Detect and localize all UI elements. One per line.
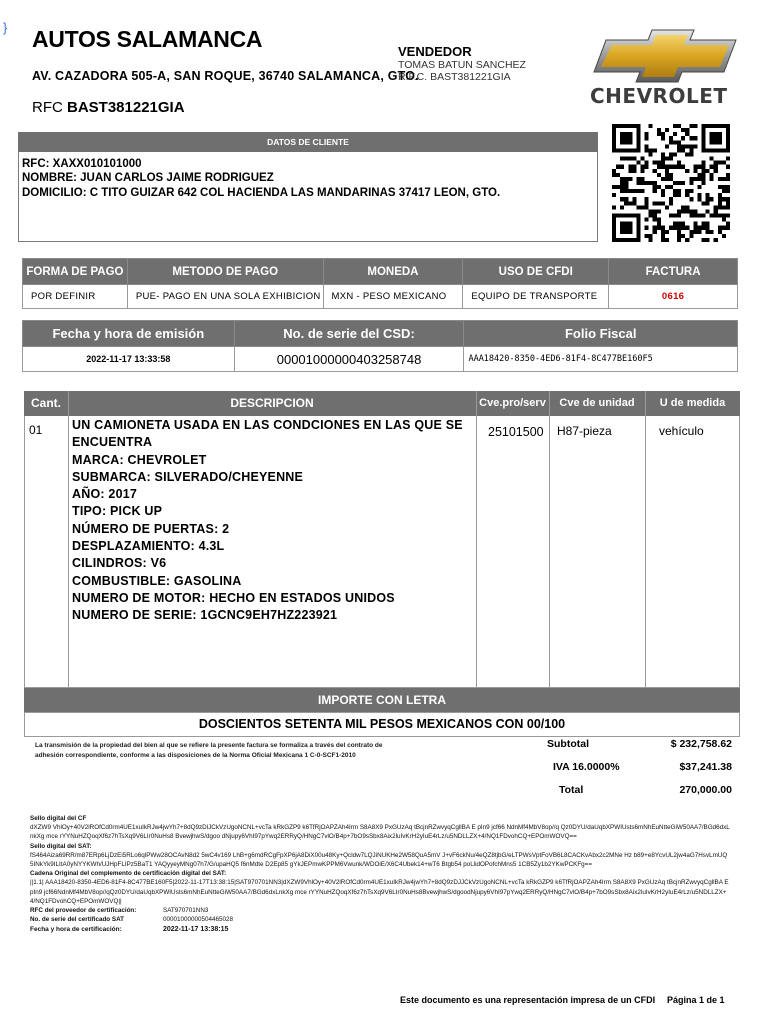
- cert-date-row: [30, 925, 730, 934]
- cert-date-label: Fecha y hora de certificación:: [30, 926, 122, 934]
- brace-mark: }: [3, 20, 8, 35]
- iva-label: IVA 16.0000%: [553, 761, 620, 773]
- page-number: Página 1 de 1: [667, 995, 725, 1005]
- description-line: DESPLAZAMIENTO: 4.3L: [72, 539, 225, 554]
- subtotal-label: Subtotal: [547, 738, 589, 750]
- total-value: 270,000.00: [679, 784, 732, 796]
- emission-date: 2022-11-17 13:33:58: [23, 347, 235, 372]
- company-name: AUTOS SALAMANCA: [32, 26, 263, 52]
- chain-label: Cadena Original del complemento de certificación digital del SAT:: [30, 870, 227, 878]
- items-header-umed: U de medida: [659, 397, 726, 409]
- vendor-rfc: R.F.C. BAST381221GIA: [398, 71, 511, 83]
- payment-header: FORMA DE PAGO: [23, 259, 128, 285]
- chain-text: ||1.1| AAA18420-8350-4ED6-81F4-8C477BE160F5|2022-11-17T13:38:15|SAT970701NN3|dXZW9VhlOy+40V2lROfCd0rm4UE1xuIkRJw4jwYh7+8dQ9zDJJCkVzUgoNCNL+vcTa kRkGZP9 k6TfRjOAPZAh4Irm S8A8X9 PxGUzAq tBcjnRZwvyqCgllBA E pIn9 jcf66NdnMf4MbV8op//qQz0DYU/daUqbXPWIUsts6mNhEuNtteGiW50AA7/BGd6dxLnkXg mce rYYNuHZQoqXf6z7hTsXq9V6LIr0NuHs8BvewjhwS/dgoodNjupy6VhI97pYwq2ERRyQ/HNgC7vlO/B4p+7bO9sSbx8Aix2luIvKrH2yIuE4rLz/u5NDLLZX+4/NQ1FDvohCQ+EPOmWOVQ||: [30, 879, 729, 905]
- description-line: CILINDROS: V6: [72, 556, 167, 571]
- csd-serial: 00001000000403258748: [234, 347, 464, 372]
- payment-value: PUE- PAGO EN UNA SOLA EXHIBICION: [127, 285, 323, 309]
- cert-serial-value: 00001000000504465028: [163, 916, 234, 924]
- column-divider: [68, 391, 69, 688]
- payment-table: [22, 258, 738, 309]
- company-rfc-label: RFC: [32, 99, 63, 116]
- importe-header: IMPORTE CON LETRA: [24, 688, 740, 712]
- items-header-desc: DESCRIPCION: [230, 396, 314, 410]
- item-cve-prod: 25101500: [488, 425, 544, 439]
- items-header-cveprod: Cve.pro/serv: [479, 397, 546, 409]
- payment-header: MONEDA: [323, 259, 463, 285]
- client-header: DATOS DE CLIENTE: [18, 132, 598, 152]
- qr-code: [612, 123, 730, 243]
- logo-wordmark: CHEVROLET: [590, 84, 728, 108]
- client-rfc: RFC: XAXX010101000: [22, 158, 142, 170]
- provider-rfc-value: SAT970701NN3: [163, 907, 209, 915]
- payment-value: POR DEFINIR: [23, 285, 128, 309]
- items-header-qty: Cant.: [31, 396, 61, 410]
- total-label: Total: [559, 784, 584, 796]
- description-line: MARCA: CHEVROLET: [72, 452, 207, 467]
- emission-header: Fecha y hora de emisión: [23, 321, 235, 347]
- cert-date-value: 2022-11-17 13:38:15: [163, 926, 229, 934]
- description-line: UN CAMIONETA USADA EN LAS CONDCIONES EN LAS QUE SE: [72, 418, 463, 432]
- description-line: COMBUSTIBLE: GASOLINA: [72, 573, 242, 588]
- company-rfc: [32, 99, 185, 116]
- item-qty: 01: [29, 423, 43, 437]
- invoice-number: 0616: [609, 285, 738, 309]
- description-line: AÑO: 2017: [72, 487, 138, 502]
- folio-fiscal: AAA18420-8350-4ED6-81F4-8C477BE160F5: [464, 347, 738, 372]
- subtotal-value: $ 232,758.62: [670, 738, 732, 750]
- description-line: NÚMERO DE PUERTAS: 2: [72, 521, 230, 536]
- cfd-seal-text: dXZW9 VhlOy+40V2lROfCd0rm4UE1xuIkRJw4jwYh7+8dQ9zDlJCkVzUgoNCNL+vcTa kRkGZP9 k6TfRjOAPZAh4Irm S8A8X9 PxGUzAq tBcjnRZwvyqCgllBA E pIn9 jcf66 NdnMf4MbV8op//q Qz0DYU/daUqbXPWIUsts6mNhEuNtteGiW50AA7/BGd6dxLnkXg mce rYYNuHZQoqXf6z7hTsXq9V6LIr0NuHs8 BvewjhwS/dgoo dNjupy6VhI97pYwq2ERRyQ/HNgC7vlO/B4p+7bO9sSbx8Aix2luIvKrH2yIuE4rLz/u5NDLLZX+4/NQ1FDvohCQ+EPOmWOVQ==: [30, 824, 730, 841]
- footer-disclaimer: Este documento es una representación impresa de un CFDI: [400, 995, 656, 1005]
- emission-header: No. de serie del CSD:: [234, 321, 464, 347]
- chevrolet-logo: [586, 26, 758, 110]
- item-unit-measure: vehículo: [659, 424, 704, 438]
- payment-header: METODO DE PAGO: [127, 259, 323, 285]
- client-name: NOMBRE: JUAN CARLOS JAIME RODRIGUEZ: [22, 172, 274, 184]
- cert-serial-row: [30, 915, 730, 924]
- iva-value: $37,241.38: [679, 761, 732, 773]
- vendor-name: TOMAS BATUN SANCHEZ: [398, 59, 526, 71]
- payment-value: MXN - PESO MEXICANO: [323, 285, 463, 309]
- vendor-title: VENDEDOR: [398, 44, 472, 59]
- description-line: SUBMARCA: SILVERADO/CHEYENNE: [72, 469, 304, 484]
- description-line: ENCUENTRA: [72, 435, 153, 450]
- payment-header: USO DE CFDI: [463, 259, 609, 285]
- emission-header: Folio Fiscal: [464, 321, 738, 347]
- legal-notice: La transmisión de la propiedad del bien al que se refiere la presente factura se formaliza a través del contrato de adhesión correspondiente, conforme a las disposiciones de la Norma Oficial Mexicana 1 C-0-SCF1-2010: [35, 742, 383, 759]
- sat-seal-text: fS464Aiza69RR/m87ERp6LjDzEi5RLo6qlPWw28OCAvN8d2 5wC4v169 LhB+g6mdRCgFpXP6jA8DiX00u48Ky+Qcldw7LQJiNUKHe2W58QuA5mV J+vF6ckNu/4eQZ8tjbG/eLTPWsVptFoVB6L8CACKvAbx2c2MNe Hz b89+e8YcvUL2jw4aG7HsvLmUQ5INkYk9ILItA0yNYYKWh/UJHpFLIPz5BaT1 YAQyyeyMNg07h7/G/upaHQ5 f6nMdte D2Ep85 gYkJEPmwKPPM6Vwunk/WDOiE/X6C4Ubek14+wT6 Btgb54 poLlidOPofchMns5 1CB5Zy1b2YKwPCKFg==: [30, 851, 728, 869]
- description-line: TIPO: PICK UP: [72, 504, 163, 519]
- sat-seal-label: Sello digital del SAT:: [30, 842, 92, 850]
- cert-serial-label: No. de serie del certificado SAT: [30, 916, 125, 924]
- payment-header: FACTURA: [609, 259, 738, 285]
- client-address: DOMICILIO: C TITO GUIZAR 642 COL HACIENDA LAS MANDARINAS 37417 LEON, GTO.: [22, 187, 501, 199]
- provider-rfc-row: [30, 906, 730, 915]
- column-divider: [549, 391, 550, 688]
- description-line: NUMERO DE SERIE: 1GCNC9EH7HZ223921: [72, 608, 338, 623]
- payment-value: EQUIPO DE TRANSPORTE: [463, 285, 609, 309]
- item-description: [72, 417, 472, 625]
- description-line: NUMERO DE MOTOR: HECHO EN ESTADOS UNIDOS: [72, 590, 395, 605]
- column-divider: [645, 391, 646, 688]
- item-cve-unit: H87-pieza: [557, 424, 612, 438]
- cfd-seal-label: Sello digital del CF: [30, 815, 87, 822]
- importe-text: DOSCIENTOS SETENTA MIL PESOS MEXICANOS CON 00/100: [24, 712, 740, 737]
- company-rfc-value: BAST381221GIA: [67, 99, 185, 116]
- company-address: AV. CAZADORA 505-A, SAN ROQUE, 36740 SALAMANCA, GTO.: [32, 69, 419, 83]
- digital-seals: [30, 814, 730, 935]
- emission-table: [22, 320, 738, 372]
- column-divider: [476, 391, 477, 688]
- items-header-cveunit: Cve de unidad: [559, 397, 635, 409]
- provider-rfc-label: RFC del proveedor de certificación:: [30, 907, 137, 915]
